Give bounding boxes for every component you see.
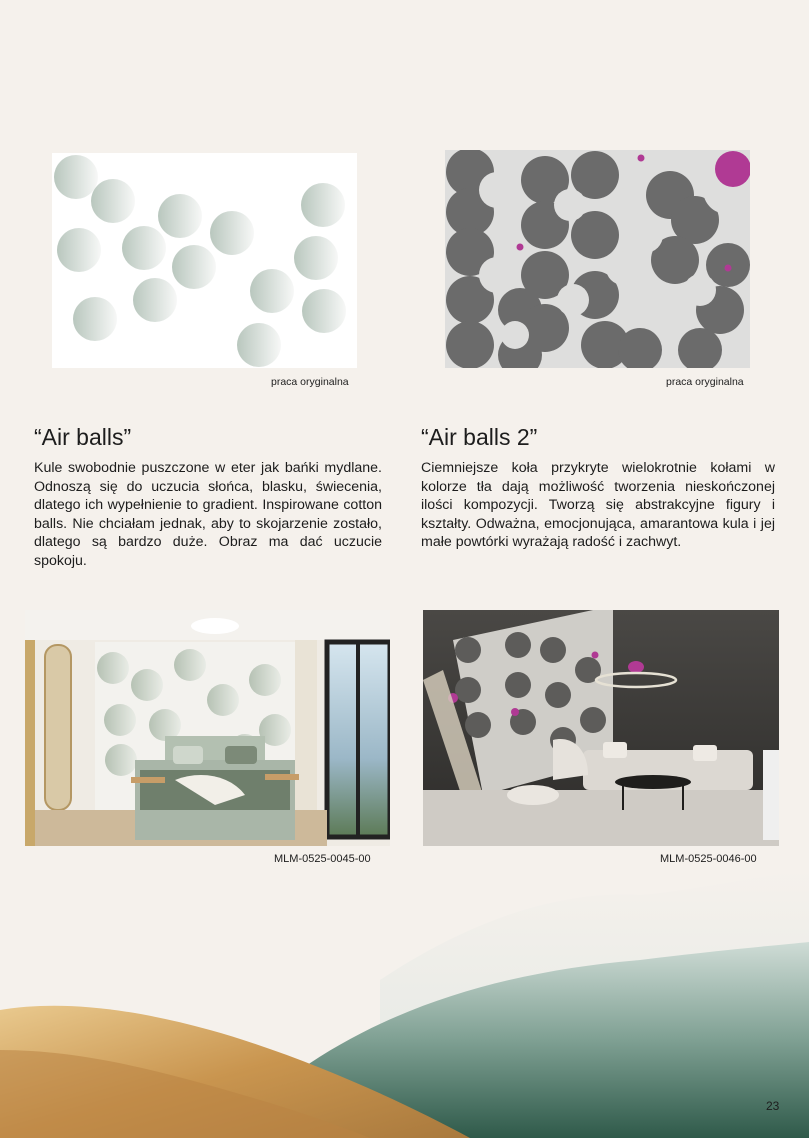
artwork-right-description: Ciemniejsze koła przykryte wielokrotnie kołami w kolorze tła dają możliwość tworzenia nieskończonej ilości kompozycji. Tworzą się abstrakcyjne figury i kształty. Odważna, emocjonująca, amarantowa kula i jej małe powtórki wyrażają radość i zachwyt. — [421, 460, 775, 551]
mockup-left-code: MLM-0525-0045-00 — [274, 853, 371, 865]
artwork-air-balls-2 — [445, 150, 750, 368]
page-number: 23 — [766, 1099, 780, 1113]
artwork-right-title: “Air balls 2” — [421, 424, 538, 450]
artwork-left-title: “Air balls” — [34, 424, 132, 450]
mockup-right-code: MLM-0525-0046-00 — [660, 853, 757, 865]
artwork-right-caption: praca oryginalna — [666, 376, 744, 388]
mockup-living-room — [423, 610, 779, 846]
artwork-left-caption: praca oryginalna — [271, 376, 349, 388]
artwork-air-balls — [52, 153, 357, 368]
landscape-decoration — [0, 850, 809, 1138]
artwork-left-description: Kule swobodnie puszczone w eter jak bańki mydlane. Odnoszą się do uczucia słońca, blasku, świecenia, dlatego ich wypełnienie to gradient. Inspirowane cotton balls. Nie chciałam jednak, aby to skojarzenie zostało, dlatego są bardzo duże. Obraz ma dać uczucie spokoju. — [34, 460, 382, 569]
mockup-bedroom — [25, 610, 390, 846]
